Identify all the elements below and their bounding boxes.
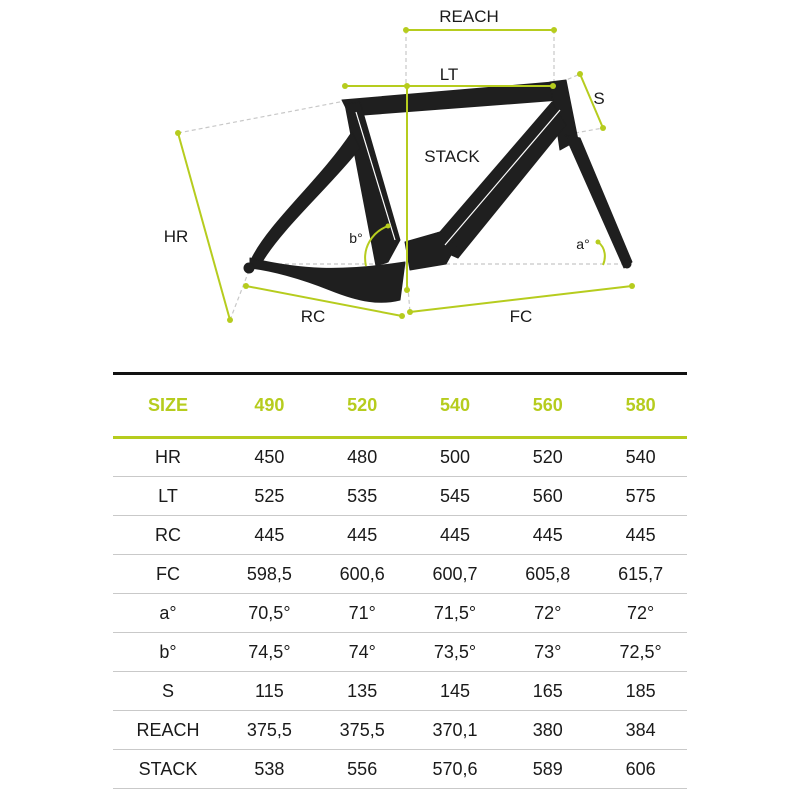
table-cell: 540 [594, 438, 687, 477]
front-dropout [623, 260, 631, 268]
reach-end-left [403, 27, 409, 33]
table-cell: 445 [501, 516, 594, 555]
stack-end-top [404, 83, 410, 89]
a-angle-label: a° [576, 236, 590, 252]
table-cell: 480 [316, 438, 409, 477]
table-cell: 535 [316, 477, 409, 516]
table-row [113, 555, 687, 594]
row-label: HR [113, 438, 223, 477]
lt-label: LT [439, 65, 459, 84]
guide-lines [178, 30, 630, 320]
row-label: LT [113, 477, 223, 516]
table-cell: 605,8 [501, 555, 594, 594]
frame-geometry-diagram [0, 0, 800, 345]
lt-end-right [550, 83, 556, 89]
table-cell: 370,1 [409, 711, 502, 750]
table-cell: 380 [501, 711, 594, 750]
table-cell: 598,5 [223, 555, 316, 594]
table-cell: 560 [501, 477, 594, 516]
table-cell: 600,6 [316, 555, 409, 594]
top-tube [342, 82, 560, 116]
header-cell: SIZE [113, 374, 223, 438]
stack-end-bottom [404, 287, 410, 293]
table-row [113, 477, 687, 516]
table-cell: 445 [316, 516, 409, 555]
hr-top-guide [178, 101, 345, 133]
lt-end-left [342, 83, 348, 89]
row-label: a° [113, 594, 223, 633]
s-end-bottom [600, 125, 606, 131]
table-cell: 445 [594, 516, 687, 555]
s-guide-bottom [575, 128, 603, 133]
header-cell: 490 [223, 374, 316, 438]
rc-end-right [399, 313, 405, 319]
table-cell: 185 [594, 672, 687, 711]
table-row [113, 672, 687, 711]
stack-label: STACK [424, 147, 480, 166]
table-cell: 384 [594, 711, 687, 750]
table-cell: 570,6 [409, 750, 502, 789]
table-row [113, 438, 687, 477]
fc-label: FC [509, 307, 533, 326]
table-cell: 556 [316, 750, 409, 789]
table-row [113, 750, 687, 789]
table-cell: 74° [316, 633, 409, 672]
hr-bottom-guide [230, 268, 250, 320]
table-cell: 72,5° [594, 633, 687, 672]
a-arc-end [596, 240, 601, 245]
table-cell: 520 [501, 438, 594, 477]
down-tube-highlight [445, 110, 560, 245]
fc-end-right [629, 283, 635, 289]
table-cell: 375,5 [316, 711, 409, 750]
table-cell: 375,5 [223, 711, 316, 750]
measure-lines [178, 30, 632, 320]
table-cell: 589 [501, 750, 594, 789]
table-cell: 74,5° [223, 633, 316, 672]
a-angle-arc [598, 242, 605, 265]
rc-end-left [243, 283, 249, 289]
size-header-row [113, 374, 687, 438]
table-row [113, 633, 687, 672]
header-cell: 520 [316, 374, 409, 438]
row-label: REACH [113, 711, 223, 750]
table-cell: 135 [316, 672, 409, 711]
table-cell: 145 [409, 672, 502, 711]
hr-end-top [175, 130, 181, 136]
table-cell: 73,5° [409, 633, 502, 672]
hr-end-bottom [227, 317, 233, 323]
table-cell: 72° [501, 594, 594, 633]
row-label: RC [113, 516, 223, 555]
table-cell: 600,7 [409, 555, 502, 594]
row-label: FC [113, 555, 223, 594]
table-cell: 71,5° [409, 594, 502, 633]
measure-endpoints [175, 27, 635, 323]
reach-end-right [551, 27, 557, 33]
row-label: S [113, 672, 223, 711]
header-cell: 560 [501, 374, 594, 438]
s-label: S [593, 89, 605, 108]
table-cell: 70,5° [223, 594, 316, 633]
table-cell: 445 [409, 516, 502, 555]
rear-dropout [244, 263, 254, 273]
bike-frame [244, 80, 632, 302]
row-label: b° [113, 633, 223, 672]
geometry-table [113, 372, 687, 789]
reach-label: REACH [439, 7, 499, 26]
table-cell: 450 [223, 438, 316, 477]
table-cell: 525 [223, 477, 316, 516]
fc-end-left [407, 309, 413, 315]
table-cell: 73° [501, 633, 594, 672]
s-end-top [577, 71, 583, 77]
table-row [113, 516, 687, 555]
table-cell: 72° [594, 594, 687, 633]
table-cell: 615,7 [594, 555, 687, 594]
table-cell: 165 [501, 672, 594, 711]
rc-label: RC [300, 307, 326, 326]
fork [565, 135, 632, 268]
table-cell: 445 [223, 516, 316, 555]
seat-stay [252, 132, 363, 262]
table-cell: 545 [409, 477, 502, 516]
chain-stay [250, 258, 405, 302]
b-angle-label: b° [349, 230, 363, 246]
table-cell: 500 [409, 438, 502, 477]
table-cell: 606 [594, 750, 687, 789]
header-cell: 540 [409, 374, 502, 438]
table-cell: 538 [223, 750, 316, 789]
table-row [113, 711, 687, 750]
hr-label: HR [163, 227, 189, 246]
header-cell: 580 [594, 374, 687, 438]
b-arc-end [386, 224, 391, 229]
row-label: STACK [113, 750, 223, 789]
table-cell: 71° [316, 594, 409, 633]
table-cell: 575 [594, 477, 687, 516]
table-cell: 115 [223, 672, 316, 711]
table-row [113, 594, 687, 633]
